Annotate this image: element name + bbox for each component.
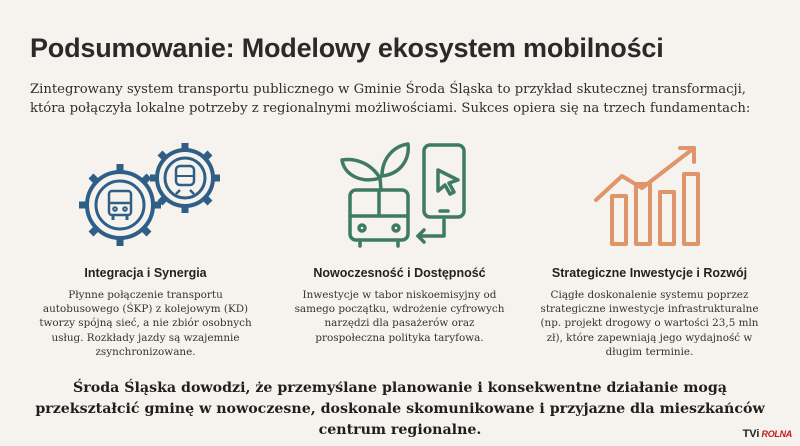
pillar-integration <box>28 140 263 360</box>
pillar-title: Nowoczesność i Dostępność <box>313 266 486 280</box>
eco-bus-smartphone-icon <box>282 140 517 250</box>
pillar-title: Strategiczne Inwestycje i Rozwój <box>551 266 748 280</box>
growth-chart-icon <box>532 140 767 250</box>
gears-bus-train-icon <box>28 140 263 250</box>
tvi-rolna-logo <box>743 426 792 442</box>
pillar-text: Inwestycje w tabor niskoemisyjny od samego początku, wdrożenie cyfrowych narzędzi dla pasażerów oraz prospołeczna polityka taryfowa. <box>294 289 505 344</box>
pillar-modernity <box>282 140 517 360</box>
intro-paragraph: Zintegrowany system transportu publicznego w Gminie Środa Śląska to przykład skutecznej transformacji, która połączyła lokalne potrzeby z regionalnymi możliwościami. Sukces opiera się na trzech fundamentach: <box>30 82 751 116</box>
pillar-text: Ciągłe doskonalenie systemu poprzez strategiczne inwestycje infrastrukturalne (np. projekt drogowy o wartości 23,5 mln zł), które zapewniają jego wydajność w długim terminie. <box>540 289 759 358</box>
pillar-text: Płynne połączenie transportu autobusowego (ŚKP) z kolejowym (KD) tworzy spójną sieć, a nie zbiór osobnych usług. Rozkłady jazdy są wzajemnie zsynchronizowane. <box>39 289 252 358</box>
logo-brand: ROLNA <box>761 429 792 439</box>
conclusion-text: Środa Śląska dowodzi, że przemyślane planowanie i konsekwentne działanie mogą przekształcić gminę w nowoczesne, doskonale skomunikowane i przyjazne dla mieszkańców centrum regionalne. <box>35 380 765 438</box>
page-title: Podsumowanie: Modelowy ekosystem mobilności <box>30 33 664 63</box>
logo-prefix: TVi <box>742 428 760 440</box>
pillar-title: Integracja i Synergia <box>84 266 207 280</box>
pillar-investment <box>532 140 767 360</box>
